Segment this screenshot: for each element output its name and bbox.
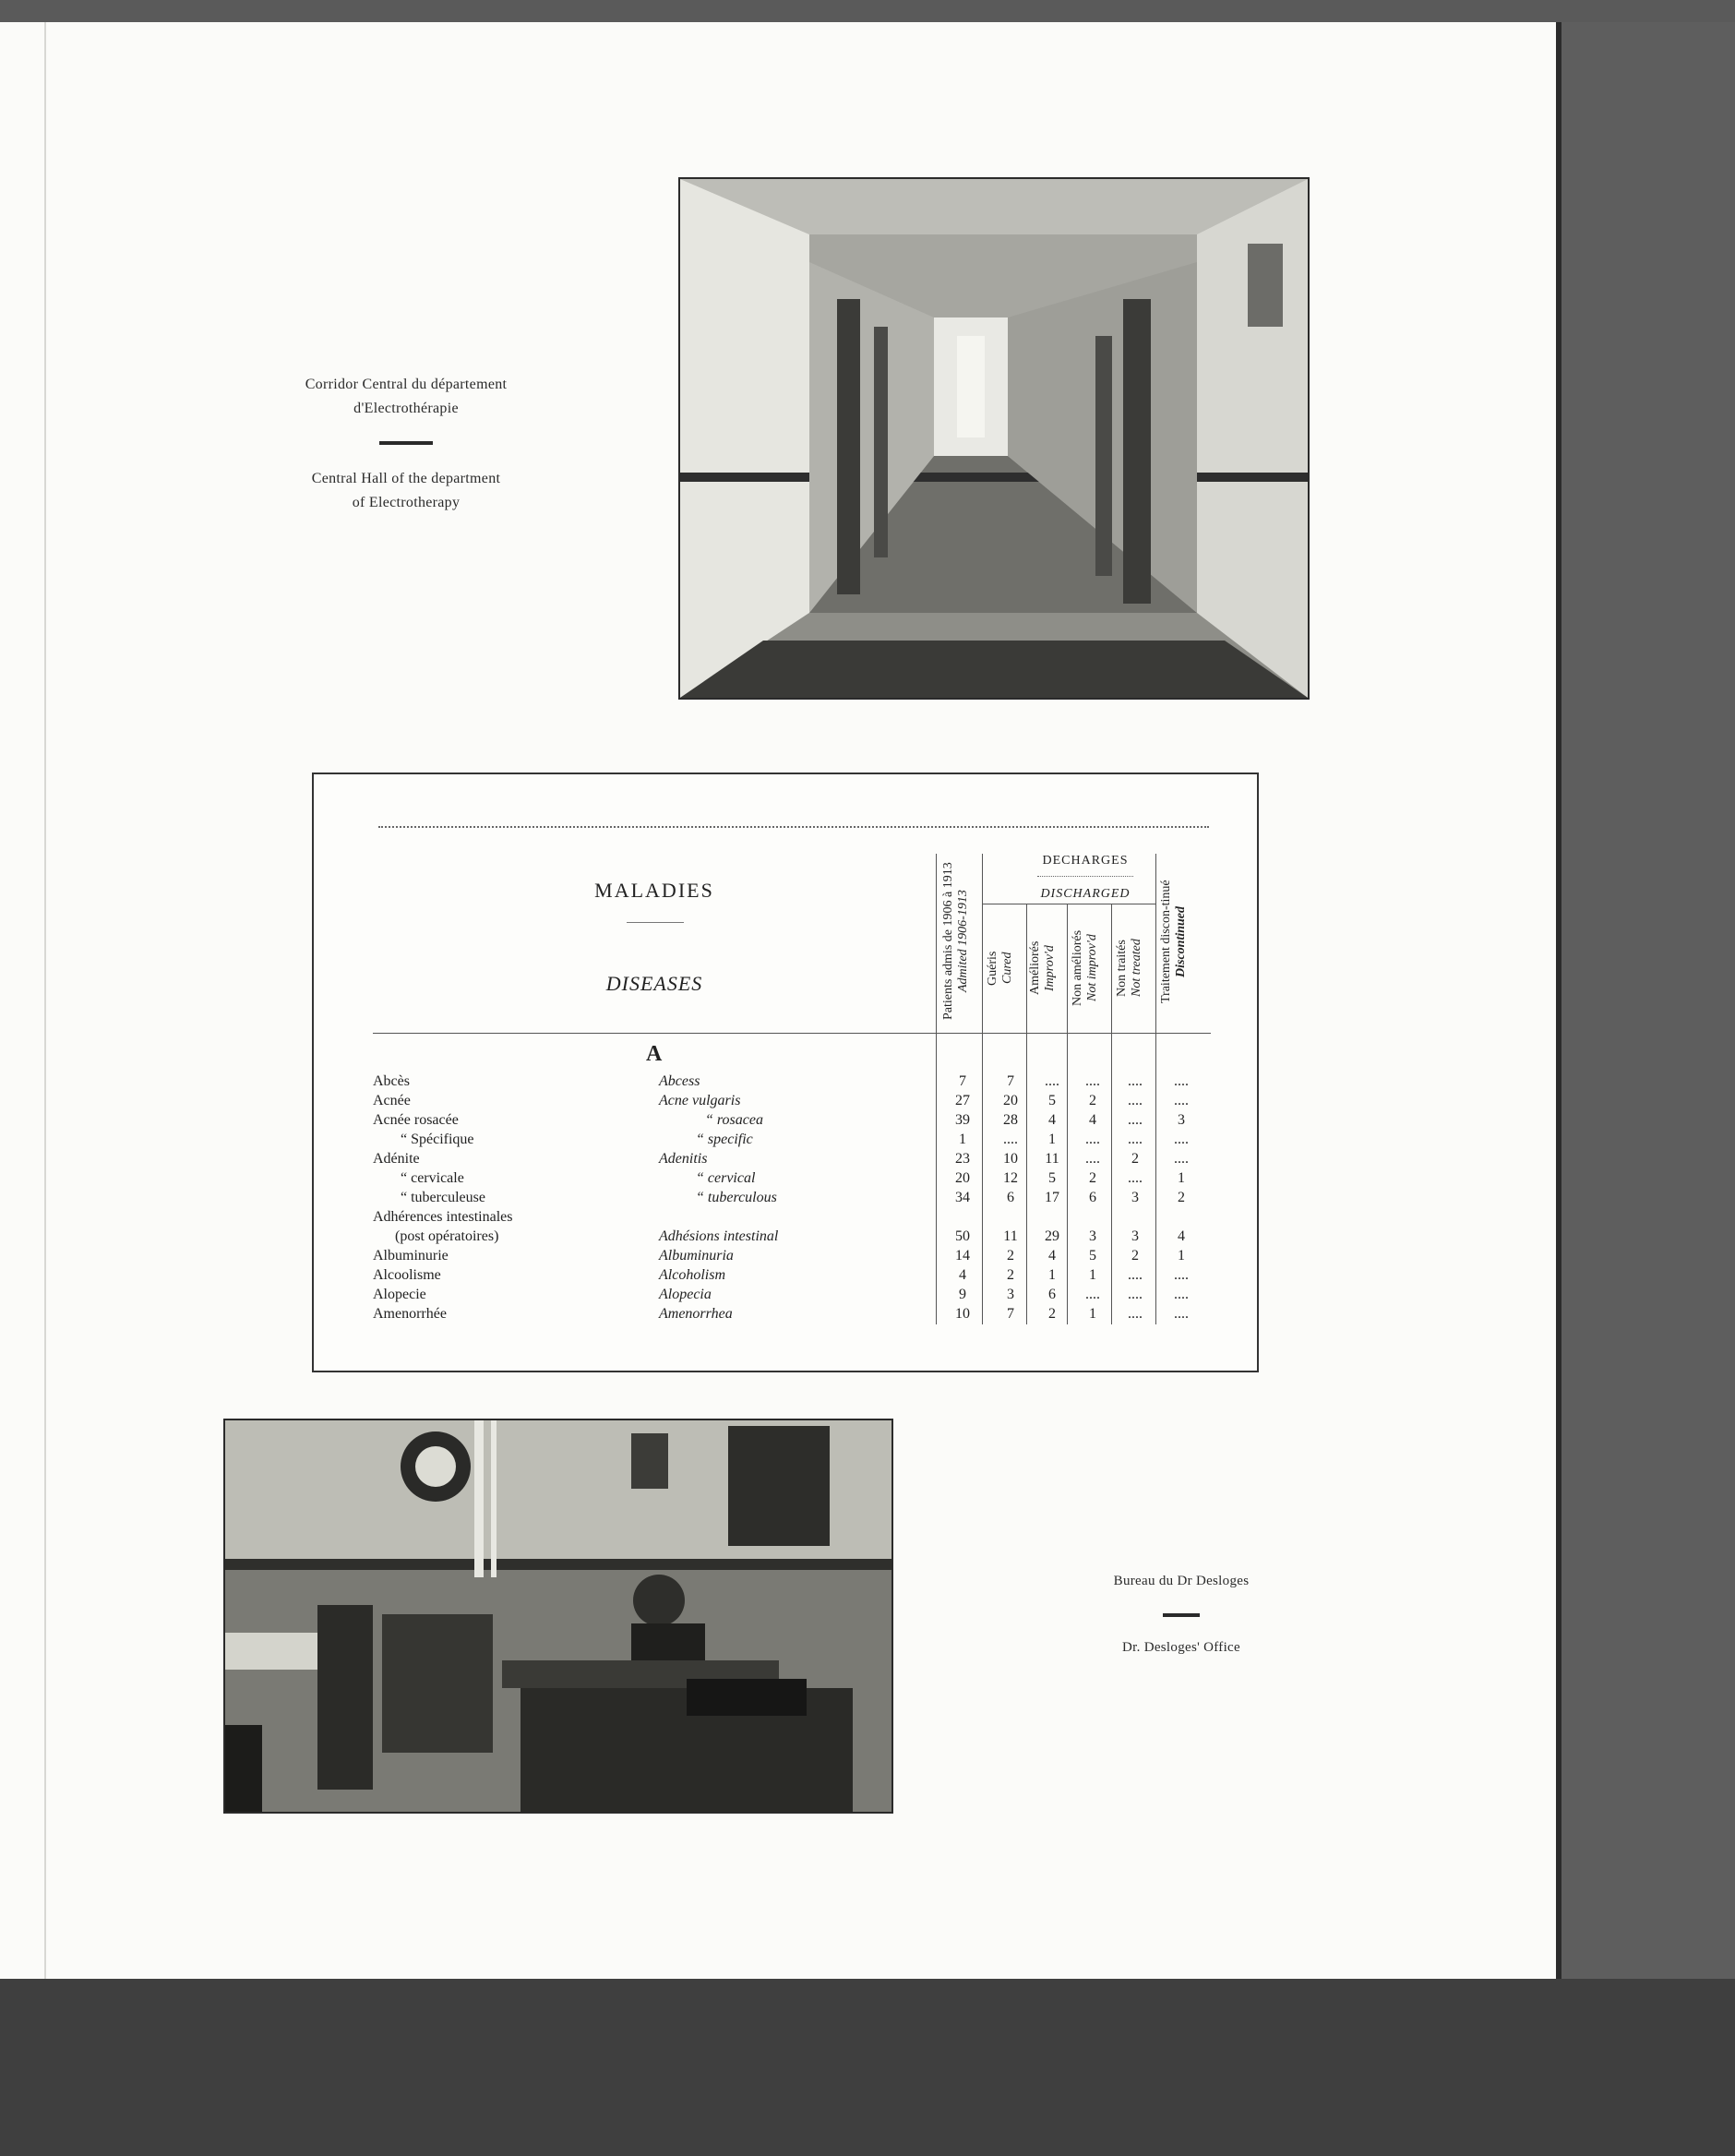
office-photo [223, 1419, 893, 1814]
cell-admitted: 34 [955, 1190, 970, 1205]
cell-discontinued: .... [1174, 1151, 1189, 1167]
cell-not-treated: .... [1128, 1287, 1143, 1302]
cell-admitted: 1 [959, 1132, 966, 1147]
cell-cured: .... [1003, 1132, 1018, 1147]
scan-background-right [1562, 22, 1735, 1979]
cell-improved: 17 [1045, 1190, 1059, 1205]
col-header-not-treated [1115, 909, 1152, 1027]
cell-admitted: 27 [955, 1093, 970, 1108]
corridor-caption [258, 373, 554, 515]
disease-en: Acne vulgaris [659, 1093, 741, 1108]
header-rule [373, 1033, 1211, 1034]
book-page [0, 22, 1562, 1979]
table-row [373, 1072, 1211, 1091]
disease-en: “ rosacea [705, 1112, 763, 1128]
header-diseases: DISEASES [605, 972, 703, 995]
cell-admitted: 14 [955, 1248, 970, 1264]
corridor-photo-image [680, 179, 1308, 698]
cell-not-treated: .... [1128, 1170, 1143, 1186]
disease-fr: Adhérences intestinales [373, 1209, 513, 1225]
cell-not-treated: 2 [1131, 1248, 1139, 1264]
cell-admitted: 4 [959, 1267, 966, 1283]
corridor-photo [678, 177, 1310, 700]
section-letter: A [646, 1042, 663, 1066]
scan-background-bottom [0, 1979, 1735, 2156]
corridor-caption-en-1: Central Hall of the department [311, 471, 501, 486]
cell-improved: 5 [1048, 1170, 1056, 1186]
table-row [373, 1168, 1211, 1188]
cell-discontinued: .... [1174, 1267, 1189, 1283]
cell-cured: 12 [1003, 1170, 1018, 1186]
cell-cured: 11 [1003, 1228, 1018, 1244]
cell-cured: 6 [1007, 1190, 1014, 1205]
cell-discontinued: 3 [1178, 1112, 1185, 1128]
cell-discontinued: 1 [1178, 1248, 1185, 1264]
cell-not-treated: .... [1128, 1073, 1143, 1089]
table-row [373, 1227, 1211, 1246]
cell-not-improved: .... [1085, 1073, 1100, 1089]
col-header-discontinued-fr: Traitement discon-tinué [1159, 880, 1173, 1003]
decharges-separator [1037, 876, 1133, 877]
cell-discontinued: 2 [1178, 1190, 1185, 1205]
corridor-caption-fr-1: Corridor Central du département [305, 377, 508, 392]
caption-rule [379, 441, 433, 445]
col-header-not-improved-fr: Non améliorés [1071, 929, 1084, 1007]
col-header-improved-en: Improv'd [1043, 945, 1057, 991]
header-separator [627, 922, 684, 923]
cell-discontinued: .... [1174, 1073, 1189, 1089]
disease-en: Adhésions intestinal [659, 1228, 779, 1244]
page-edge [1556, 22, 1562, 1979]
cell-not-improved: 2 [1089, 1093, 1096, 1108]
disease-en: “ tuberculous [696, 1190, 777, 1205]
table-row [373, 1285, 1211, 1304]
disease-fr: Acnée rosacée [373, 1112, 459, 1128]
col-header-discontinued [1159, 856, 1200, 1027]
corridor-caption-en-2: of Electrotherapy [352, 495, 461, 510]
col-header-improved-fr: Améliorés [1028, 940, 1042, 996]
disease-en: Adenitis [659, 1151, 708, 1167]
cell-improved: 6 [1048, 1287, 1056, 1302]
cell-cured: 3 [1007, 1287, 1014, 1302]
table-row [373, 1091, 1211, 1110]
cell-not-treated: .... [1128, 1132, 1143, 1147]
disease-fr: “ cervicale [401, 1170, 464, 1186]
disease-fr: “ Spécifique [401, 1132, 474, 1147]
disease-en: Amenorrhea [659, 1306, 733, 1322]
cell-not-improved: 1 [1089, 1267, 1096, 1283]
header-discharged: DISCHARGED [1040, 887, 1131, 901]
scan-border-top [0, 0, 1735, 22]
cell-improved: 1 [1048, 1132, 1056, 1147]
table-top-rule [378, 826, 1209, 828]
disease-fr: Adénite [373, 1151, 420, 1167]
office-caption-fr: Bureau du Dr Desloges [1113, 1574, 1250, 1588]
cell-not-treated: .... [1128, 1306, 1143, 1322]
cell-cured: 10 [1003, 1151, 1018, 1167]
col-header-discontinued-en: Discontinued [1174, 905, 1188, 977]
table-body [373, 1072, 1211, 1324]
cell-admitted: 50 [955, 1228, 970, 1244]
office-caption-en: Dr. Desloges' Office [1122, 1640, 1240, 1655]
cell-discontinued: 1 [1178, 1170, 1185, 1186]
cell-cured: 20 [1003, 1093, 1018, 1108]
col-header-cured-en: Cured [1000, 952, 1014, 985]
cell-not-improved: .... [1085, 1151, 1100, 1167]
table-row [373, 1149, 1211, 1168]
cell-improved: 4 [1048, 1248, 1056, 1264]
cell-not-treated: 3 [1131, 1190, 1139, 1205]
cell-improved: 11 [1045, 1151, 1059, 1167]
header-decharges: DECHARGES [1042, 854, 1129, 868]
disease-en: “ specific [696, 1132, 753, 1147]
disease-fr: Albuminurie [373, 1248, 449, 1264]
cell-not-improved: 4 [1089, 1112, 1096, 1128]
cell-improved: 4 [1048, 1112, 1056, 1128]
disease-en: Alopecia [659, 1287, 712, 1302]
cell-not-treated: 2 [1131, 1151, 1139, 1167]
cell-discontinued: 4 [1178, 1228, 1185, 1244]
disease-fr: Alopecie [373, 1287, 426, 1302]
cell-not-improved: 2 [1089, 1170, 1096, 1186]
col-header-not-improved-en: Not improv'd [1085, 934, 1099, 1002]
cell-improved: 1 [1048, 1267, 1056, 1283]
disease-fr: Acnée [373, 1093, 411, 1108]
col-header-admitted [941, 856, 978, 1027]
table-row [373, 1246, 1211, 1265]
table-row [373, 1304, 1211, 1324]
cell-admitted: 23 [955, 1151, 970, 1167]
disease-fr: (post opératoires) [395, 1228, 499, 1244]
cell-improved: 5 [1048, 1093, 1056, 1108]
cell-not-improved: 3 [1089, 1228, 1096, 1244]
office-caption [1043, 1569, 1320, 1659]
cell-not-improved: 6 [1089, 1190, 1096, 1205]
cell-cured: 2 [1007, 1267, 1014, 1283]
caption-rule [1163, 1613, 1200, 1617]
cell-discontinued: .... [1174, 1093, 1189, 1108]
cell-not-improved: 1 [1089, 1306, 1096, 1322]
disease-en: Alcoholism [659, 1267, 725, 1283]
page-fold [44, 22, 46, 1979]
disease-en: Albuminuria [659, 1248, 734, 1264]
cell-discontinued: .... [1174, 1306, 1189, 1322]
disease-fr: Abcès [373, 1073, 410, 1089]
cell-not-treated: .... [1128, 1267, 1143, 1283]
cell-not-improved: 5 [1089, 1248, 1096, 1264]
disease-fr: Amenorrhée [373, 1306, 447, 1322]
table-row [373, 1265, 1211, 1285]
cell-improved: .... [1045, 1073, 1059, 1089]
col-header-not-treated-en: Not treated [1130, 939, 1143, 998]
diseases-table [373, 774, 1211, 1371]
col-header-admitted-fr: Patients admis de 1906 à 1913 [941, 862, 955, 1021]
cell-admitted: 20 [955, 1170, 970, 1186]
cell-cured: 2 [1007, 1248, 1014, 1264]
table-row [373, 1207, 1211, 1227]
cell-cured: 7 [1007, 1306, 1014, 1322]
cell-not-treated: .... [1128, 1093, 1143, 1108]
disease-en: “ cervical [696, 1170, 756, 1186]
cell-admitted: 10 [955, 1306, 970, 1322]
table-row [373, 1110, 1211, 1130]
col-header-not-treated-fr: Non traités [1115, 940, 1129, 997]
header-maladies: MALADIES [594, 879, 714, 902]
disease-fr: Alcoolisme [373, 1267, 441, 1283]
cell-cured: 28 [1003, 1112, 1018, 1128]
col-header-cured-fr: Guéris [986, 951, 999, 986]
col-header-improved [1028, 909, 1065, 1027]
cell-improved: 29 [1045, 1228, 1059, 1244]
cell-improved: 2 [1048, 1306, 1056, 1322]
office-photo-image [225, 1420, 891, 1812]
table-row [373, 1130, 1211, 1149]
cell-not-treated: 3 [1131, 1228, 1139, 1244]
cell-discontinued: .... [1174, 1287, 1189, 1302]
disease-fr: “ tuberculeuse [401, 1190, 485, 1205]
statistics-table [312, 773, 1259, 1372]
disease-en: Abcess [659, 1073, 700, 1089]
cell-cured: 7 [1007, 1073, 1014, 1089]
cell-not-improved: .... [1085, 1132, 1100, 1147]
cell-admitted: 9 [959, 1287, 966, 1302]
col-header-not-improved [1071, 909, 1107, 1027]
cell-admitted: 7 [959, 1073, 966, 1089]
cell-discontinued: .... [1174, 1132, 1189, 1147]
cell-not-treated: .... [1128, 1112, 1143, 1128]
col-header-cured [986, 909, 1023, 1027]
col-header-admitted-en: Admited 1906-1913 [956, 890, 970, 993]
cell-not-improved: .... [1085, 1287, 1100, 1302]
table-row [373, 1188, 1211, 1207]
corridor-caption-fr-2: d'Electrothérapie [353, 401, 459, 416]
cell-admitted: 39 [955, 1112, 970, 1128]
